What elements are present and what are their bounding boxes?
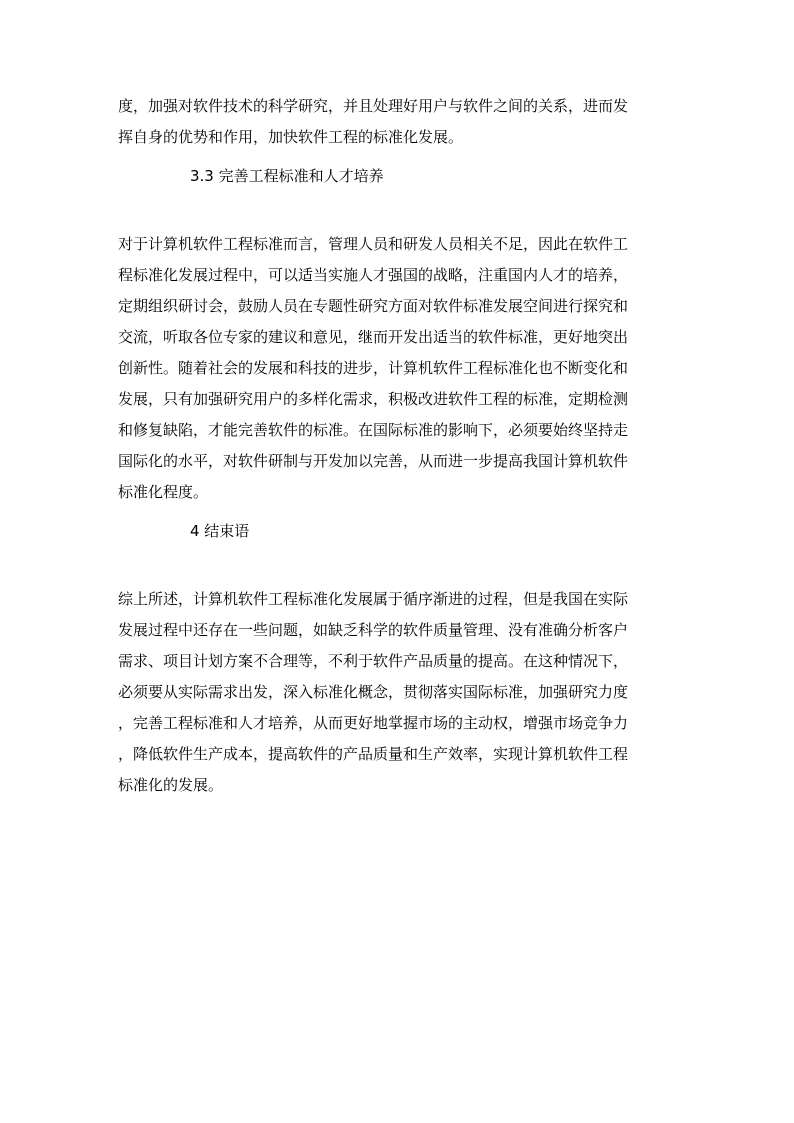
paragraph-line: 标准化程度。 xyxy=(118,483,209,501)
paragraph-line: 综上所述，计算机软件工程标准化发展属于循序渐进的过程，但是我国在实际 xyxy=(118,590,629,608)
paragraph-line: 交流，听取各位专家的建议和意见，继而开发出适当的软件标准，更好地突出 xyxy=(118,328,629,346)
paragraph-line: 定期组织研讨会，鼓励人员在专题性研究方面对软件标准发展空间进行探究和 xyxy=(118,297,629,315)
paragraph-line: 标准化的发展。 xyxy=(118,776,224,794)
paragraph-line: 国际化的水平，对软件研制与开发加以完善，从而进一步提高我国计算机软件 xyxy=(118,452,629,470)
paragraph-line: 挥自身的优势和作用，加快软件工程的标准化发展。 xyxy=(118,128,464,146)
section-heading-3-3: 3.3 完善工程标准和人才培养 xyxy=(190,167,384,185)
paragraph-line: 必须要从实际需求出发，深入标准化概念，贯彻落实国际标准，加强研究力度 xyxy=(118,683,629,701)
paragraph-line: ，完善工程标准和人才培养，从而更好地掌握市场的主动权，增强市场竞争力 xyxy=(118,714,629,732)
paragraph-line: 发展过程中还存在一些问题，如缺乏科学的软件质量管理、没有准确分析客户 xyxy=(118,621,629,639)
paragraph-line: 度，加强对软件技术的科学研究，并且处理好用户与软件之间的关系，进而发 xyxy=(118,97,629,115)
paragraph-line: 创新性。随着社会的发展和科技的进步，计算机软件工程标准化也不断变化和 xyxy=(118,359,629,377)
paragraph-line: 和修复缺陷，才能完善软件的标准。在国际标准的影响下，必须要始终坚持走 xyxy=(118,421,629,439)
paragraph-line: 需求、项目计划方案不合理等，不利于软件产品质量的提高。在这种情况下， xyxy=(118,652,629,670)
paragraph-line: 发展，只有加强研究用户的多样化需求，积极改进软件工程的标准，定期检测 xyxy=(118,390,629,408)
paragraph-line: ，降低软件生产成本，提高软件的产品质量和生产效率，实现计算机软件工程 xyxy=(118,745,629,763)
section-heading-4: 4 结束语 xyxy=(190,522,250,540)
paragraph-line: 程标准化发展过程中，可以适当实施人才强国的战略，注重国内人才的培养， xyxy=(118,266,629,284)
paragraph-line: 对于计算机软件工程标准而言，管理人员和研发人员相关不足，因此在软件工 xyxy=(118,235,629,253)
